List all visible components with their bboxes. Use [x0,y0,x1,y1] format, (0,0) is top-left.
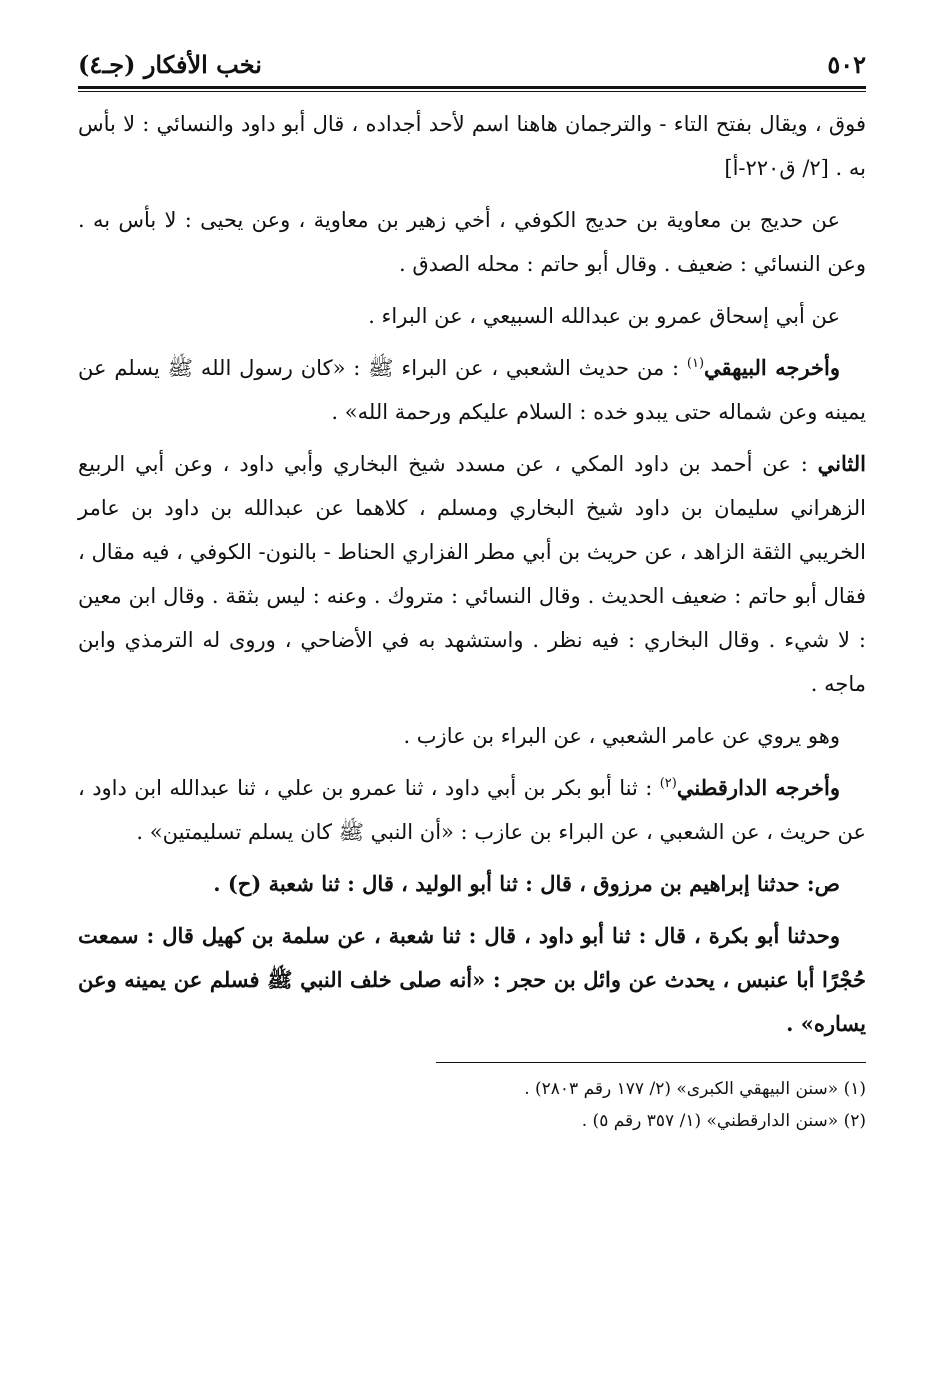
book-page [78,44,866,1137]
running-header [78,44,866,80]
paragraph-text: : من حديث الشعبي ، عن البراء ﷺ : «كان رسول الله ﷺ يسلم عن يمينه وعن شماله حتى يبدو خده : السلام عليكم ورحمة الله» . [78,356,866,424]
paragraph-lead: الثاني [817,451,866,476]
header-rule-thick [78,86,866,89]
paragraph-text: فوق ، ويقال بفتح التاء - والترجمان هاهنا اسم لأحد أجداده ، قال أبو داود والنسائي : لا بأس به . [٢/ ق٢٢٠-أ] [78,112,866,180]
paragraph-text: عن حديج بن معاوية بن حديج الكوفي ، أخي زهير بن معاوية ، وعن يحيى : لا بأس به . وعن النسائي : ضعيف . وقال أبو حاتم : محله الصدق . [78,208,866,276]
paragraph-lead: وأخرجه البيهقي [704,355,840,380]
paragraph [78,714,866,758]
paragraph-text: وحدثنا أبو بكرة ، قال : ثنا أبو داود ، قال : ثنا شعبة ، عن سلمة بن كهيل قال : سمعت حُجْرًا أبا عنبس ، يحدث عن وائل بن حجر : «أنه صلى خلف النبي ﷺ فسلم عن يمينه وعن يساره» . [78,923,866,1036]
footnote-ref: (١) [686,356,705,371]
paragraph [78,346,866,434]
paragraph-text: : ثنا أبو بكر بن أبي داود ، ثنا عمرو بن علي ، ثنا عبدالله ابن داود ، عن حريث ، عن الشعبي ، عن البراء بن عازب : «أن النبي ﷺ كان يسلم تسليمتين» . [78,776,866,844]
paragraph-matn [78,862,866,906]
main-text [78,102,866,1046]
paragraph [78,766,866,854]
footnote-ref: (٢) [659,776,677,791]
paragraph [78,198,866,286]
footnote: (١) «سنن البيهقي الكبرى» (٢/ ١٧٧ رقم ٢٨٠٣) . [524,1079,866,1099]
paragraph-lead: وأخرجه الدارقطني [676,775,840,800]
paragraph [78,442,866,706]
paragraph-text: وهو يروي عن عامر الشعبي ، عن البراء بن عازب . [403,724,840,748]
page-number: ٥٠٢ [827,50,866,79]
footnote: (٢) «سنن الدارقطني» (١/ ٣٥٧ رقم ٥) . [581,1111,866,1131]
header-rule-thin [78,91,866,92]
footnotes [78,1073,866,1137]
paragraph-matn [78,914,866,1046]
footnote-separator [436,1062,866,1063]
running-title: نخب الأفكار (جـ٤) [78,50,262,79]
paragraph-text: : عن أحمد بن داود المكي ، عن مسدد شيخ البخاري وأبي داود ، وعن أبي الربيع الزهراني سليمان بن داود شيخ البخاري ومسلم ، كلاهما عن عبدالله بن داود بن عامر الخريبي الثقة الزاهد ، عن حريث بن أبي مطر الفزاري الحناط - بالنون- الكوفي ، فيه مقال ، فقال أبو حاتم : ضعيف الحديث . وقال النسائي : متروك . وعنه : ليس بثقة . وقال ابن معين : لا شيء . وقال البخاري : فيه نظر . واستشهد به في الأضاحي ، وروى له الترمذي وابن ماجه . [78,452,866,696]
paragraph [78,102,866,190]
paragraph-text: ص: حدثنا إبراهيم بن مرزوق ، قال : ثنا أبو الوليد ، قال : ثنا شعبة (ح) . [213,871,840,896]
paragraph-text: عن أبي إسحاق عمرو بن عبدالله السبيعي ، عن البراء . [368,304,840,328]
paragraph [78,294,866,338]
